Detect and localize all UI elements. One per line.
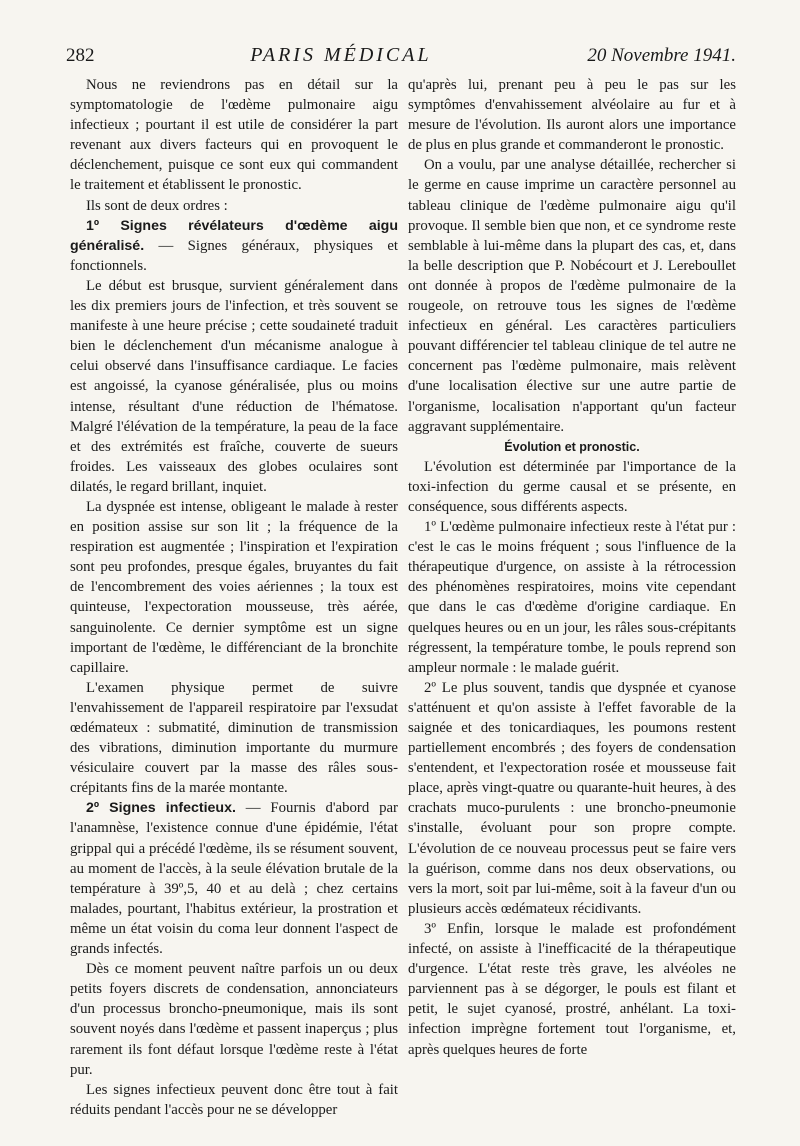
paragraph: L'examen physique permet de suivre l'envahissement de l'appareil respiratoire par l'exsudat œdémateux : submatité, diminution de transmission des vibrations, diminution importante du murmure vésiculaire couvert par la masse des râles sous-crépitants fins de la marée montante. [70, 679, 398, 797]
paragraph: La dyspnée est intense, obligeant le malade à rester en position assise sur son lit ; la fréquence de la respiration est augmentée ; l'inspiration et l'expiration sont peu profondes, presque égales, bruyantes du fait de l'encombrement des voies aériennes ; la toux est quinteuse, l'expectoration mousseuse, très aérée, sanguinolente. Ce dernier symptôme est un signe important de l'œdème, le différenciant de la bronchite capillaire. [70, 498, 398, 676]
subheading-paragraph [70, 216, 398, 276]
paragraph: L'évolution est déterminée par l'importance de la toxi-infection du germe causal et se présente, en conséquence, sous différents aspects. [408, 458, 736, 515]
issue-date: 20 Novembre 1941. [587, 45, 736, 66]
section-title: Évolution et pronostic. [504, 439, 640, 454]
paragraph: 3º Enfin, lorsque le malade est profondément infecté, on assiste à l'inefficacité de la thérapeutique d'urgence. L'état reste très grave, les alvéoles ne parviennent pas à se dégorger, le pouls est filant et petit, le sujet cyanosé, prostré, anhélant. La toxi-infection imprègne fortement tout l'organisme, et, après quelques heures de forte [408, 920, 736, 1058]
paragraph: 1º L'œdème pulmonaire infectieux reste à l'état pur : c'est le cas le moins fréquent ; sous l'influence de la thérapeutique d'urgence, on assiste à la rétrocession des phénomènes respiratoires, moins vite cependant que dans le cas d'œdème d'origine cardiaque. En quelques heures ou en un jour, les râles sous-crépitants régressent, la température tombe, le pouls reprend son ampleur normale : le malade guérit. [408, 519, 736, 676]
subheading: 2º Signes infectieux. [86, 800, 236, 817]
paragraph: 2º Le plus souvent, tandis que dyspnée et cyanose s'atténuent et qu'on assiste à l'effet favorable de la saignée et des tonicardiaques, les poumons restent partiellement encombrés ; des foyers de condensation s'entendent, et l'expectoration rosée et mousseuse fait place, après vingt-quatre ou quarante-huit heures, à des crachats muco-purulents : une broncho-pneumonie s'installe, évoluant pour son propre compte. L'évolution de ce nouveau processus peut se faire vers la guérison, comme dans nos deux observations, ou vers la mort, soit par lui-même, soit à la faveur d'un ou plusieurs accès œdémateux récidivants. [408, 679, 736, 917]
paragraph: Ils sont de deux ordres : [86, 197, 228, 214]
subheading-paragraph [70, 798, 398, 959]
running-header [66, 44, 736, 74]
page-number: 282 [66, 45, 95, 66]
left-column [70, 75, 398, 1120]
journal-title: PARIS MÉDICAL [250, 44, 432, 66]
paragraph: Les signes infectieux peuvent donc être tout à fait réduits pendant l'accès pour ne se développer [70, 1081, 398, 1118]
subheading-text: — Signes généraux, physiques et fonctionnels. [70, 237, 398, 274]
paragraph: Le début est brusque, survient généralement dans les dix premiers jours de l'infection, et très souvent se manifeste à une heure précise ; cette soudaineté traduit bien le déclenchement d'un mécanisme analogue à celui observé dans l'insuffisance cardiaque. Le facies est angoissé, la cyanose généralisée, plus ou moins intense, résultant d'une réduction de l'hématose. Malgré l'élévation de la température, la peau de la face et des extrémités est fraîche, couverte de sueurs froides. Les vaisseaux des globes oculaires sont dilatés, le regard brillant, inquiet. [70, 277, 398, 495]
subheading: 1º Signes révélateurs d'œdème aigu généralisé. [70, 217, 398, 254]
paragraph: On a voulu, par une analyse détaillée, rechercher si le germe en cause imprime un caractère personnel au tableau clinique de l'œdème pulmonaire aigu qu'il provoque. Il semble bien que non, et ce syndrome reste semblable à lui-même dans la plupart des cas, et, dans la belle description que P. Nobécourt et J. Lereboullet ont donnée à propos de l'œdème pulmonaire de la rougeole, on retrouve tous les signes de l'œdème infectieux en général. Les caractères particuliers pouvant différencier tel tableau clinique de tel autre ne concernent pas l'œdème pulmonaire, mais relèvent d'une localisation élective sur une autre partie de l'organisme, localisation n'apportant qu'un facteur aggravant supplémentaire. [408, 157, 736, 435]
paragraph: qu'après lui, prenant peu à peu le pas sur les symptômes d'envahissement alvéolaire au fur et à mesure de l'évolution. Ils auront alors une importance de plus en plus grande et commanderont le pronostic. [408, 77, 736, 154]
paragraph: Nous ne reviendrons pas en détail sur la symptomatologie de l'œdème pulmonaire aigu infectieux ; pourtant il est utile de considérer la part revenant aux divers facteurs qui en provoquent le déclenchement, puisque ce sont eux qui commandent le traitement et établissent le pronostic. [70, 77, 398, 194]
paragraph: Dès ce moment peuvent naître parfois un ou deux petits foyers discrets de condensation, annonciateurs d'un processus broncho-pneumonique, mais ils sont souvent noyés dans l'œdème et passent inaperçus ; plus rarement ils font défaut lorsque l'œdème reste à l'état pur. [70, 961, 398, 1078]
subheading-text: — Fournis d'abord par l'anamnèse, l'existence connue d'une épidémie, l'état grippal qui a précédé l'œdème, ils se résument souvent, au moment de l'accès, à la seule élévation brutale de la température à 39º,5, 40 et au delà ; chez certains malades, pourtant, l'habitus extérieur, la prostration et même un état voisin du coma leur donnent l'aspect de grands infectés. [70, 800, 398, 958]
right-column [408, 75, 736, 1060]
